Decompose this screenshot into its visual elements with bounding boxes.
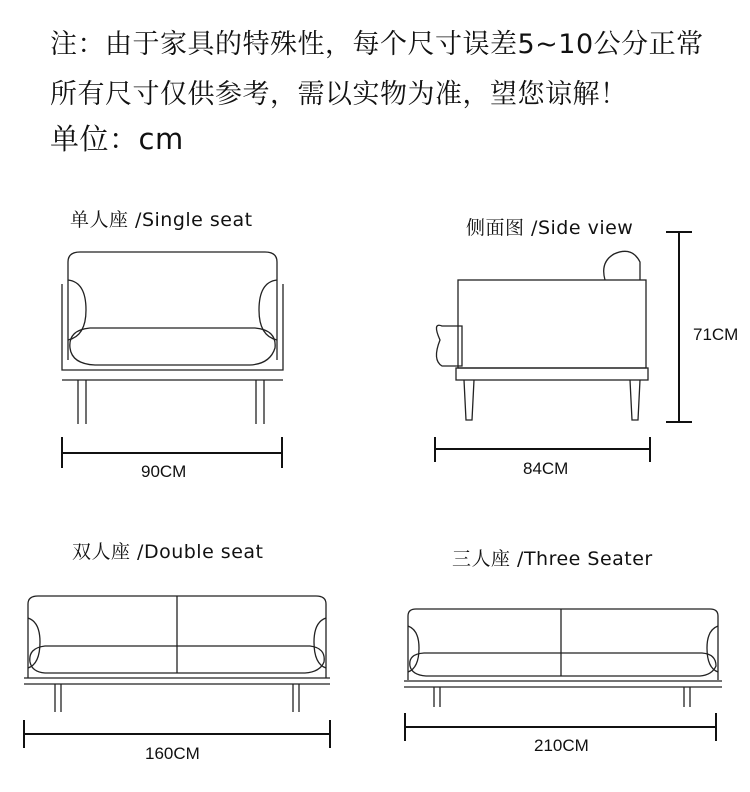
three-seater-width-label: 210CM	[534, 736, 589, 755]
side-view-height-label: 71CM	[693, 325, 739, 344]
three-seater-caption: 三人座 /Three Seater	[452, 548, 653, 570]
unit-note: 单位：cm	[50, 122, 184, 156]
side-view-depth-label: 84CM	[523, 459, 569, 478]
single-seat-drawing	[62, 252, 283, 468]
three-seater-drawing	[404, 609, 722, 741]
size-tolerance-note: 注：由于家具的特殊性，每个尺寸误差5~10公分正常	[50, 29, 704, 60]
double-seat-drawing	[24, 596, 330, 748]
single-seat-width-label: 90CM	[141, 462, 187, 481]
side-view-drawing	[435, 232, 692, 462]
side-view-caption: 侧面图 /Side view	[466, 217, 634, 239]
reference-note: 所有尺寸仅供参考，需以实物为准，望您谅解！	[50, 79, 628, 110]
single-seat-caption: 单人座 /Single seat	[70, 209, 253, 231]
double-seat-caption: 双人座 /Double seat	[72, 541, 264, 563]
double-seat-width-label: 160CM	[145, 744, 200, 763]
